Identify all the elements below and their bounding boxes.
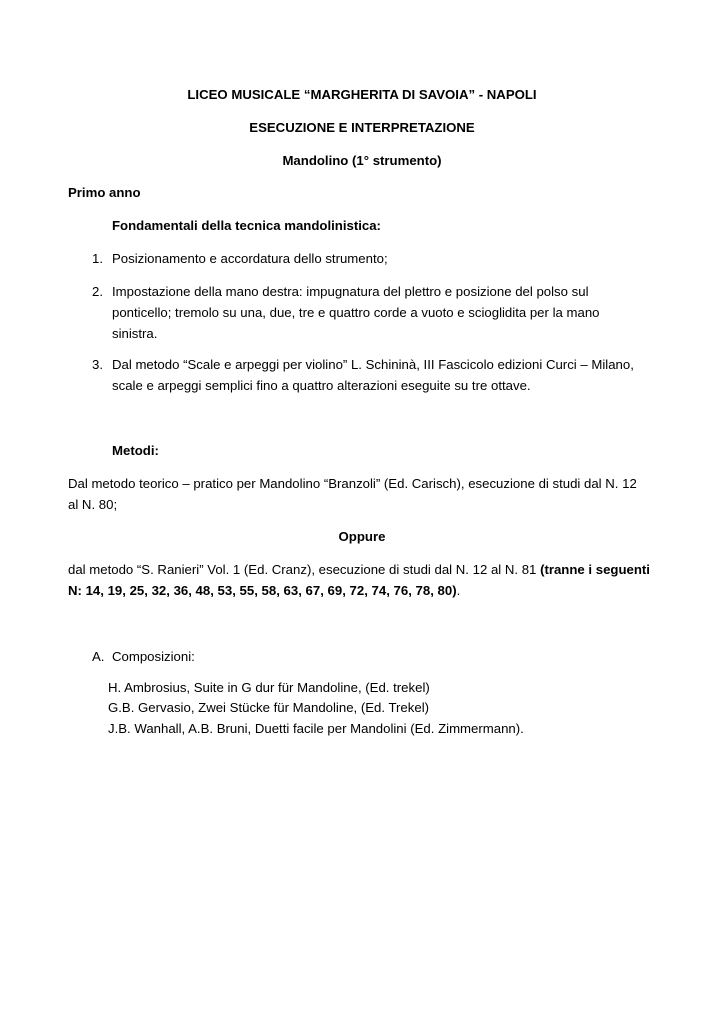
composition-item: J.B. Wanhall, A.B. Bruni, Duetti facile per Mandolini (Ed. Zimmermann). bbox=[108, 721, 524, 736]
instrument-title: Mandolino (1° strumento) bbox=[282, 153, 442, 168]
school-title: LICEO MUSICALE “MARGHERITA DI SAVOIA” - NAPOLI bbox=[187, 87, 537, 102]
list-item-text: Posizionamento e accordatura dello strumento; bbox=[112, 251, 388, 266]
composition-item: G.B. Gervasio, Zwei Stücke für Mandoline, (Ed. Trekel) bbox=[108, 700, 430, 715]
ranieri-text-bold: (tranne i seguenti bbox=[540, 562, 650, 577]
composition-item: H. Ambrosius, Suite in G dur für Mandoline, (Ed. trekel) bbox=[108, 680, 430, 695]
year-heading: Primo anno bbox=[68, 185, 141, 200]
branzoli-text: al N. 80; bbox=[68, 497, 118, 512]
excluded-studies: N: 14, 19, 25, 32, 36, 48, 53, 55, 58, 63, 67, 69, 72, 74, 76, 78, 80) bbox=[68, 583, 457, 598]
course-title: ESECUZIONE E INTERPRETAZIONE bbox=[249, 120, 475, 135]
list-item-text: sinistra. bbox=[112, 326, 158, 341]
technique-heading: Fondamentali della tecnica mandolinistica: bbox=[112, 218, 381, 233]
list-item-text: scale e arpeggi semplici fino a quattro alterazioni eseguite su tre ottave. bbox=[112, 378, 531, 393]
list-marker: 3. bbox=[92, 357, 103, 372]
alternative-label: Oppure bbox=[338, 529, 386, 544]
list-marker: A. bbox=[92, 649, 105, 664]
list-item-text: Impostazione della mano destra: impugnatura del plettro e posizione del polso sul bbox=[112, 284, 589, 299]
branzoli-text: Dal metodo teorico – pratico per Mandolino “Branzoli” (Ed. Carisch), esecuzione di studi dal N. 12 bbox=[68, 476, 637, 491]
list-marker: 1. bbox=[92, 251, 103, 266]
ranieri-text bbox=[68, 559, 650, 581]
ranieri-text bbox=[68, 580, 460, 602]
methods-heading: Metodi: bbox=[112, 443, 159, 458]
ranieri-text-regular: dal metodo “S. Ranieri” Vol. 1 (Ed. Cranz), esecuzione di studi dal N. 12 al N. 81 bbox=[68, 562, 541, 577]
ranieri-text-end: . bbox=[456, 583, 461, 598]
list-item-text: Dal metodo “Scale e arpeggi per violino” L. Schininà, III Fascicolo edizioni Curci – Milano, bbox=[112, 357, 634, 372]
list-marker: 2. bbox=[92, 284, 103, 299]
list-item-text: ponticello; tremolo su una, due, tre e quattro corde a vuoto e scioglidita per la mano bbox=[112, 305, 600, 320]
compositions-heading: Composizioni: bbox=[112, 649, 195, 664]
